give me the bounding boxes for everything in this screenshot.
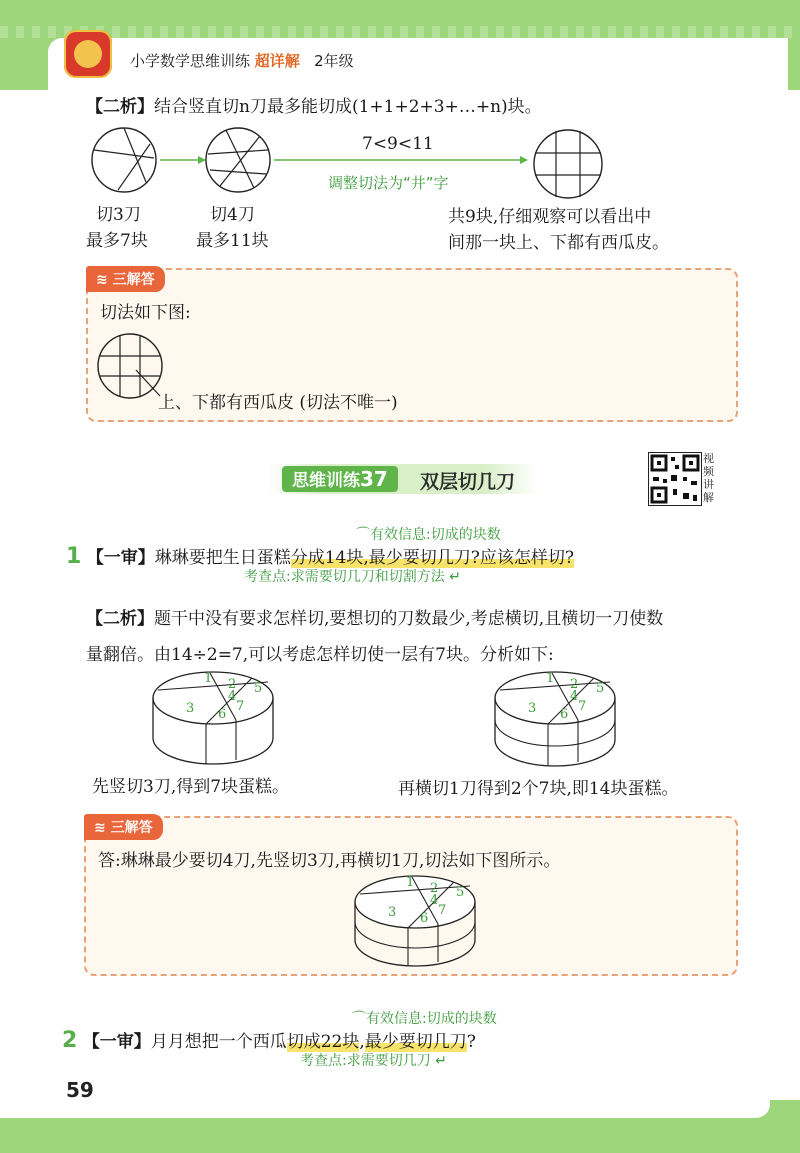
cake3-label-5: 5 — [456, 885, 465, 900]
cake2-label-1: 1 — [546, 671, 555, 686]
qr-label: 视频讲解 — [703, 452, 714, 504]
q1-tag: 【一审】 — [86, 548, 155, 568]
cake2-label-3: 3 — [528, 701, 537, 716]
cake2-label-7: 7 — [578, 699, 587, 714]
qr-pattern — [649, 453, 701, 505]
q2-text-b: 切成22块 — [286, 1032, 360, 1052]
cut3-line2: 最多7块 — [86, 231, 148, 251]
q1-number: 1 — [66, 544, 82, 569]
section-label: 思维训练 — [292, 471, 360, 491]
cake3-label-3: 3 — [388, 905, 397, 920]
analysis-text: 结合竖直切n刀最多能切成(1+1+2+3+…+n)块。 — [154, 97, 542, 117]
cake2-label-2: 2 — [570, 677, 579, 692]
compare-text: 7<9<11 — [362, 134, 434, 154]
answer-tag-2-label: 三解答 — [110, 820, 153, 836]
circle-3-cuts — [92, 128, 156, 192]
cake3-label-1: 1 — [406, 875, 415, 890]
q1-answer-text: 答:琳琳最少要切4刀,先竖切3刀,再横切1刀,切法如下图所示。 — [98, 851, 561, 871]
cake1-label-3: 3 — [186, 701, 195, 716]
q2-text-e: ? — [466, 1032, 476, 1052]
cake1-label-2: 2 — [228, 677, 237, 692]
q2-note-top-text: 有效信息:切成的块数 — [366, 1011, 497, 1027]
cake3-label-6: 6 — [420, 911, 429, 926]
result-line2: 间那一块上、下都有西瓜皮。 — [448, 233, 669, 253]
q1-analysis-line2: 量翻倍。由14÷2=7,可以考虑怎样切使一层有7块。分析如下: — [86, 645, 554, 665]
page-number: 59 — [66, 1078, 94, 1102]
answer-tag-2: ≋ 三解答 — [84, 814, 163, 840]
cake2-label-5: 5 — [596, 681, 605, 696]
part1-analysis — [86, 92, 542, 117]
q1-note-bottom-text: 考查点:求需要切几刀和切割方法 — [244, 569, 445, 585]
grade-label: 2年级 — [314, 52, 354, 70]
cake3-label-4: 4 — [430, 893, 439, 908]
answer-tag-1: ≋ 三解答 — [86, 266, 165, 292]
cake-single-layer — [150, 668, 280, 768]
cake2-label-4: 4 — [570, 689, 579, 704]
caption-right: 再横切1刀得到2个7块,即14块蛋糕。 — [398, 779, 679, 799]
cake1-label-5: 5 — [254, 681, 263, 696]
header-wave — [0, 26, 800, 38]
q1-analysis-tag: 【二析】 — [86, 609, 154, 629]
q1-text-b: 分成14块 — [290, 548, 364, 568]
book-title: 小学数学思维训练 — [130, 52, 251, 70]
q2-number: 2 — [62, 1028, 78, 1053]
answer-cake — [352, 872, 482, 968]
q2-note-bottom: 考查点:求需要切几刀 ↵ — [300, 1053, 447, 1069]
q1-note-top: ⌒有效信息:切成的块数 — [356, 527, 501, 543]
circle-4-cuts — [206, 128, 270, 192]
circle-hash-cuts — [534, 130, 602, 198]
cake-double-layer — [492, 668, 622, 772]
q1-text-a: 琳琳要把生日蛋糕 — [154, 548, 291, 568]
q2-note-bottom-text: 考查点:求需要切几刀 — [300, 1053, 431, 1069]
q1-analysis-line1 — [86, 604, 663, 629]
section-title: 双层切几刀 — [420, 471, 516, 493]
q2-text-a: 月月想把一个西瓜 — [150, 1032, 287, 1052]
q2-tag: 【一审】 — [82, 1032, 151, 1052]
q2-text-c: , — [359, 1032, 365, 1052]
answer1-note: 上、下都有西瓜皮 (切法不唯一) — [158, 393, 398, 413]
cake3-label-7: 7 — [438, 903, 447, 918]
q2-note-top: ⌒有效信息:切成的块数 — [352, 1011, 497, 1027]
cake1-label-4: 4 — [228, 689, 237, 704]
cake1-label-7: 7 — [236, 699, 245, 714]
analysis-tag: 【二析】 — [86, 97, 154, 117]
section-pill — [282, 466, 398, 492]
qr-code-icon[interactable] — [648, 452, 702, 506]
cut4-line1: 切4刀 — [210, 205, 255, 225]
result-line1: 共9块,仔细观察可以看出中 — [448, 207, 652, 227]
cake3-label-2: 2 — [430, 881, 439, 896]
answer1-line1: 切法如下图: — [100, 303, 191, 323]
cut3-line1: 切3刀 — [96, 205, 141, 225]
header-title — [130, 50, 354, 71]
cake1-label-6: 6 — [218, 707, 227, 722]
arrow-head-2 — [520, 156, 528, 164]
q1-note-bottom: 考查点:求需要切几刀和切割方法 ↵ — [244, 569, 461, 585]
cake2-label-6: 6 — [560, 707, 569, 722]
q2-text-d: 最少要切几刀 — [364, 1032, 467, 1052]
cut4-line2: 最多11块 — [196, 231, 269, 251]
q1-text-c: ,最少要切几刀?应该怎样切? — [363, 548, 574, 568]
adjust-note: 调整切法为“井”字 — [328, 174, 449, 192]
q1-analysis-text1: 题干中没有要求怎样切,要想切的刀数最少,考虑横切,且横切一刀使数 — [154, 609, 664, 629]
answer-tag-1-label: 三解答 — [112, 272, 155, 288]
footer-panel — [0, 1100, 770, 1118]
book-highlight: 超详解 — [254, 52, 300, 70]
logo-emblem-icon — [74, 40, 102, 68]
section-number: 37 — [360, 467, 388, 491]
q1-note-top-text: 有效信息:切成的块数 — [370, 527, 501, 543]
cake1-label-1: 1 — [204, 671, 213, 686]
arrow-head-1 — [198, 156, 206, 164]
caption-left: 先竖切3刀,得到7块蛋糕。 — [92, 777, 290, 797]
